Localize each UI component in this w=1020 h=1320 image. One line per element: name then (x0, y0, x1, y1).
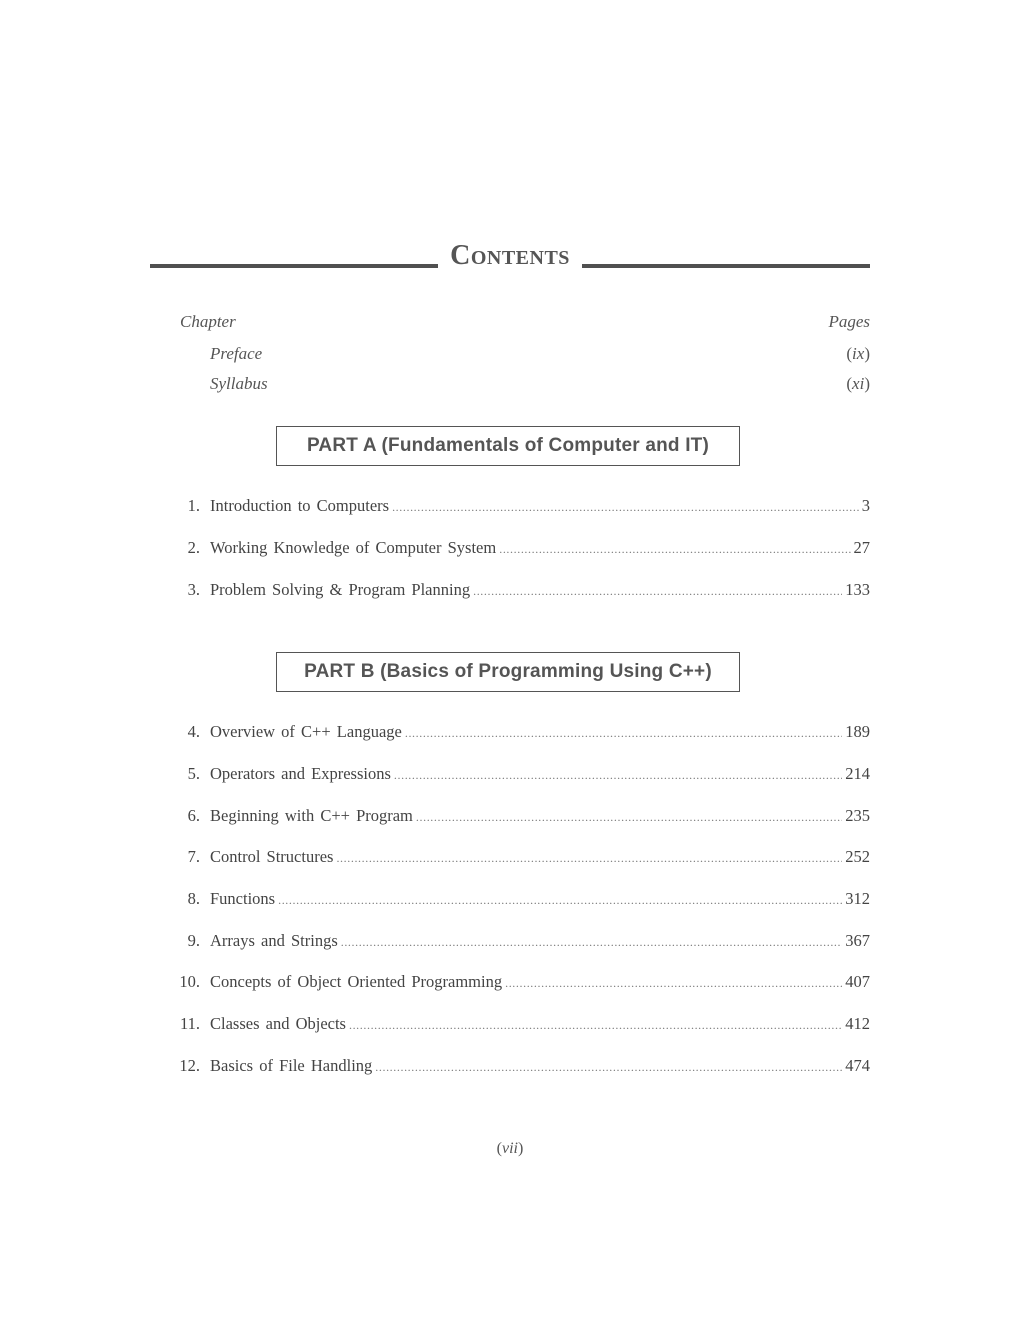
toc-entry[interactable] (170, 889, 870, 911)
chapter-number: 12. (179, 1056, 200, 1075)
chapter-page: 407 (845, 972, 870, 991)
chapter-number: 11. (179, 1014, 200, 1033)
toc-entry[interactable] (170, 580, 870, 602)
chapter-page: 3 (861, 496, 870, 515)
chapter-page: 235 (845, 806, 870, 825)
title-rule-right (582, 264, 870, 268)
front-matter-row[interactable] (0, 344, 1020, 366)
toc-entry[interactable] (170, 931, 870, 953)
chapter-page: 27 (853, 538, 870, 557)
dot-leader (349, 1018, 842, 1033)
dot-leader (392, 500, 859, 515)
chapter-title: Working Knowledge of Computer System (210, 538, 497, 557)
chapter-page: 412 (845, 1014, 870, 1033)
page-folio: (vii) (496, 1140, 524, 1157)
chapter-page: 214 (845, 764, 870, 783)
chapter-page: 474 (845, 1056, 870, 1075)
toc-entry[interactable] (170, 538, 870, 560)
chapter-title: Arrays and Strings (210, 931, 338, 950)
chapter-title: Overview of C++ Language (210, 722, 402, 741)
dot-leader (505, 976, 842, 991)
chapter-title: Introduction to Computers (210, 496, 390, 515)
page-title: Contents (450, 240, 570, 271)
chapter-page: 367 (845, 931, 870, 950)
chapter-number: 5. (187, 764, 200, 783)
part-b-heading: PART B (Basics of Programming Using C++) (276, 652, 740, 692)
dot-leader (375, 1060, 842, 1075)
dot-leader (278, 893, 842, 908)
front-matter-title: Preface (210, 344, 263, 363)
chapter-title: Classes and Objects (210, 1014, 346, 1033)
front-matter-page: (xi) (846, 374, 870, 393)
chapter-title: Functions (210, 889, 276, 908)
chapter-number: 10. (179, 972, 200, 991)
dot-leader (394, 768, 842, 783)
chapter-number: 8. (187, 889, 200, 908)
contents-title-row (150, 236, 870, 276)
chapter-title: Control Structures (210, 847, 334, 866)
chapter-number: 3. (187, 580, 200, 599)
chapter-page: 312 (845, 889, 870, 908)
toc-entry[interactable] (170, 764, 870, 786)
chapter-number: 9. (187, 931, 200, 950)
toc-entry[interactable] (170, 806, 870, 828)
chapter-number: 1. (187, 496, 200, 515)
title-rule-left (150, 264, 438, 268)
dot-leader (341, 935, 843, 950)
chapter-number: 4. (187, 722, 200, 741)
toc-entry[interactable] (170, 1056, 870, 1078)
chapter-title: Concepts of Object Oriented Programming (210, 972, 503, 991)
toc-entry[interactable] (170, 972, 870, 994)
chapter-title: Basics of File Handling (210, 1056, 373, 1075)
toc-entry[interactable] (170, 847, 870, 869)
chapter-title: Operators and Expressions (210, 764, 391, 783)
front-matter-row[interactable] (0, 374, 1020, 396)
chapter-page: 189 (845, 722, 870, 741)
chapter-page: 252 (845, 847, 870, 866)
dot-leader (336, 851, 842, 866)
chapter-number: 6. (187, 806, 200, 825)
front-matter-page: (ix) (846, 344, 870, 363)
dot-leader (405, 726, 842, 741)
dot-leader (499, 542, 850, 557)
part-a-heading: PART A (Fundamentals of Computer and IT) (276, 426, 740, 466)
toc-entry[interactable] (170, 722, 870, 744)
dot-leader (473, 584, 842, 599)
toc-entry[interactable] (170, 1014, 870, 1036)
chapter-title: Problem Solving & Program Planning (210, 580, 471, 599)
chapter-page: 133 (845, 580, 870, 599)
pages-column-label: Pages (828, 312, 870, 331)
chapter-number: 2. (187, 538, 200, 557)
chapter-number: 7. (187, 847, 200, 866)
chapter-column-label: Chapter (180, 312, 236, 331)
column-header-row (0, 312, 1020, 334)
dot-leader (416, 810, 842, 825)
front-matter-title: Syllabus (210, 374, 268, 393)
chapter-title: Beginning with C++ Program (210, 806, 413, 825)
toc-entry[interactable] (170, 496, 870, 518)
